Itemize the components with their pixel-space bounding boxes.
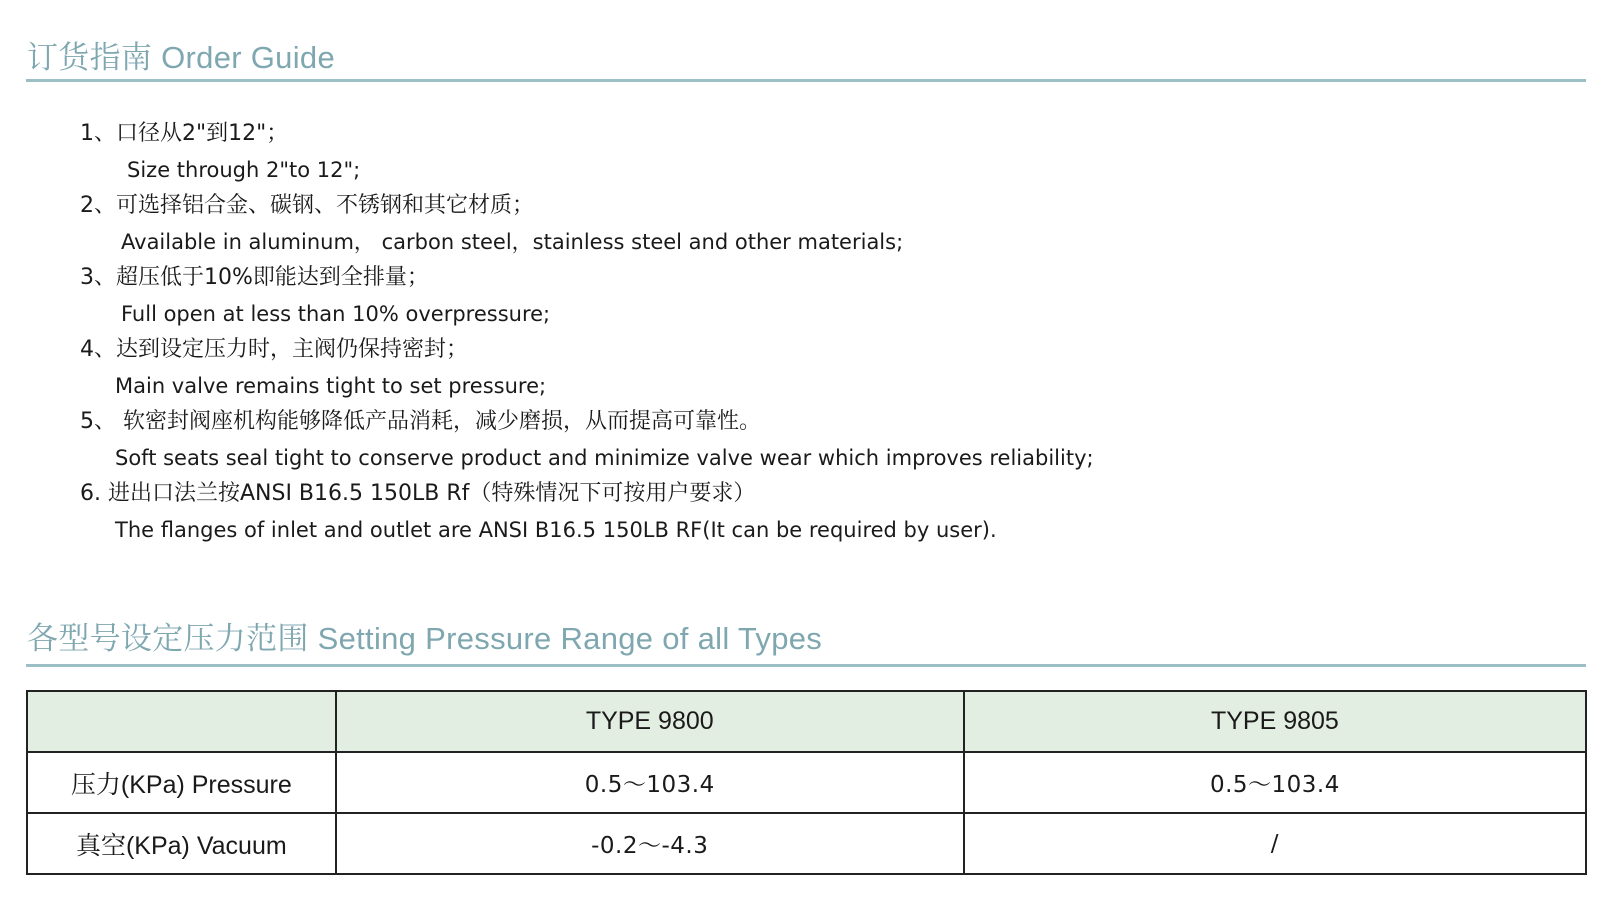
vacuum-value-9805: / — [964, 813, 1586, 874]
guide-item-5-en: Soft seats seal tight to conserve product and minimize valve wear which improves reliability; — [115, 446, 1094, 470]
guide-item-6-zh: 6. 进出口法兰按ANSI B16.5 150LB Rf（特殊情况下可按用户要求） — [80, 481, 756, 506]
guide-item-4-en: Main valve remains tight to set pressure; — [115, 374, 547, 398]
order-guide-title: 订货指南 Order Guide — [27, 40, 335, 75]
pressure-value-9800: 0.5～103.4 — [336, 752, 964, 813]
table-row-vacuum — [27, 813, 1586, 874]
order-guide-divider — [26, 79, 1586, 82]
table-header-row — [27, 691, 1586, 752]
pressure-range-divider — [26, 664, 1586, 667]
guide-item-3-en: Full open at less than 10% overpressure; — [121, 302, 551, 326]
row-label-pressure: 压力(KPa) Pressure — [27, 752, 336, 813]
guide-item-6-en: The flanges of inlet and outlet are ANSI B16.5 150LB RF(It can be required by user). — [115, 518, 997, 542]
header-type-9805: TYPE 9805 — [964, 691, 1586, 752]
pressure-value-9805: 0.5～103.4 — [964, 752, 1586, 813]
guide-item-3-zh: 3、超压低于10%即能达到全排量； — [80, 265, 429, 290]
pressure-range-title: 各型号设定压力范围 Setting Pressure Range of all Types — [27, 621, 823, 656]
row-label-vacuum: 真空(KPa) Vacuum — [27, 813, 336, 874]
header-type-9800: TYPE 9800 — [336, 691, 964, 752]
guide-item-1-zh: 1、口径从2"到12"； — [80, 121, 289, 146]
header-empty-cell — [27, 691, 336, 752]
guide-item-5-zh: 5、 软密封阀座机构能够降低产品消耗，减少磨损，从而提高可靠性。 — [80, 409, 761, 434]
guide-item-1-en: Size through 2"to 12"; — [127, 158, 361, 182]
table-row-pressure — [27, 752, 1586, 813]
guide-item-4-zh: 4、达到设定压力时，主阀仍保持密封； — [80, 337, 468, 362]
pressure-range-table — [26, 690, 1587, 875]
guide-item-2-en: Available in aluminum， carbon steel，stainless steel and other materials; — [121, 230, 904, 254]
vacuum-value-9800: -0.2～-4.3 — [336, 813, 964, 874]
order-guide-list — [80, 116, 1380, 548]
guide-item-2-zh: 2、可选择铝合金、碳钢、不锈钢和其它材质； — [80, 193, 534, 218]
